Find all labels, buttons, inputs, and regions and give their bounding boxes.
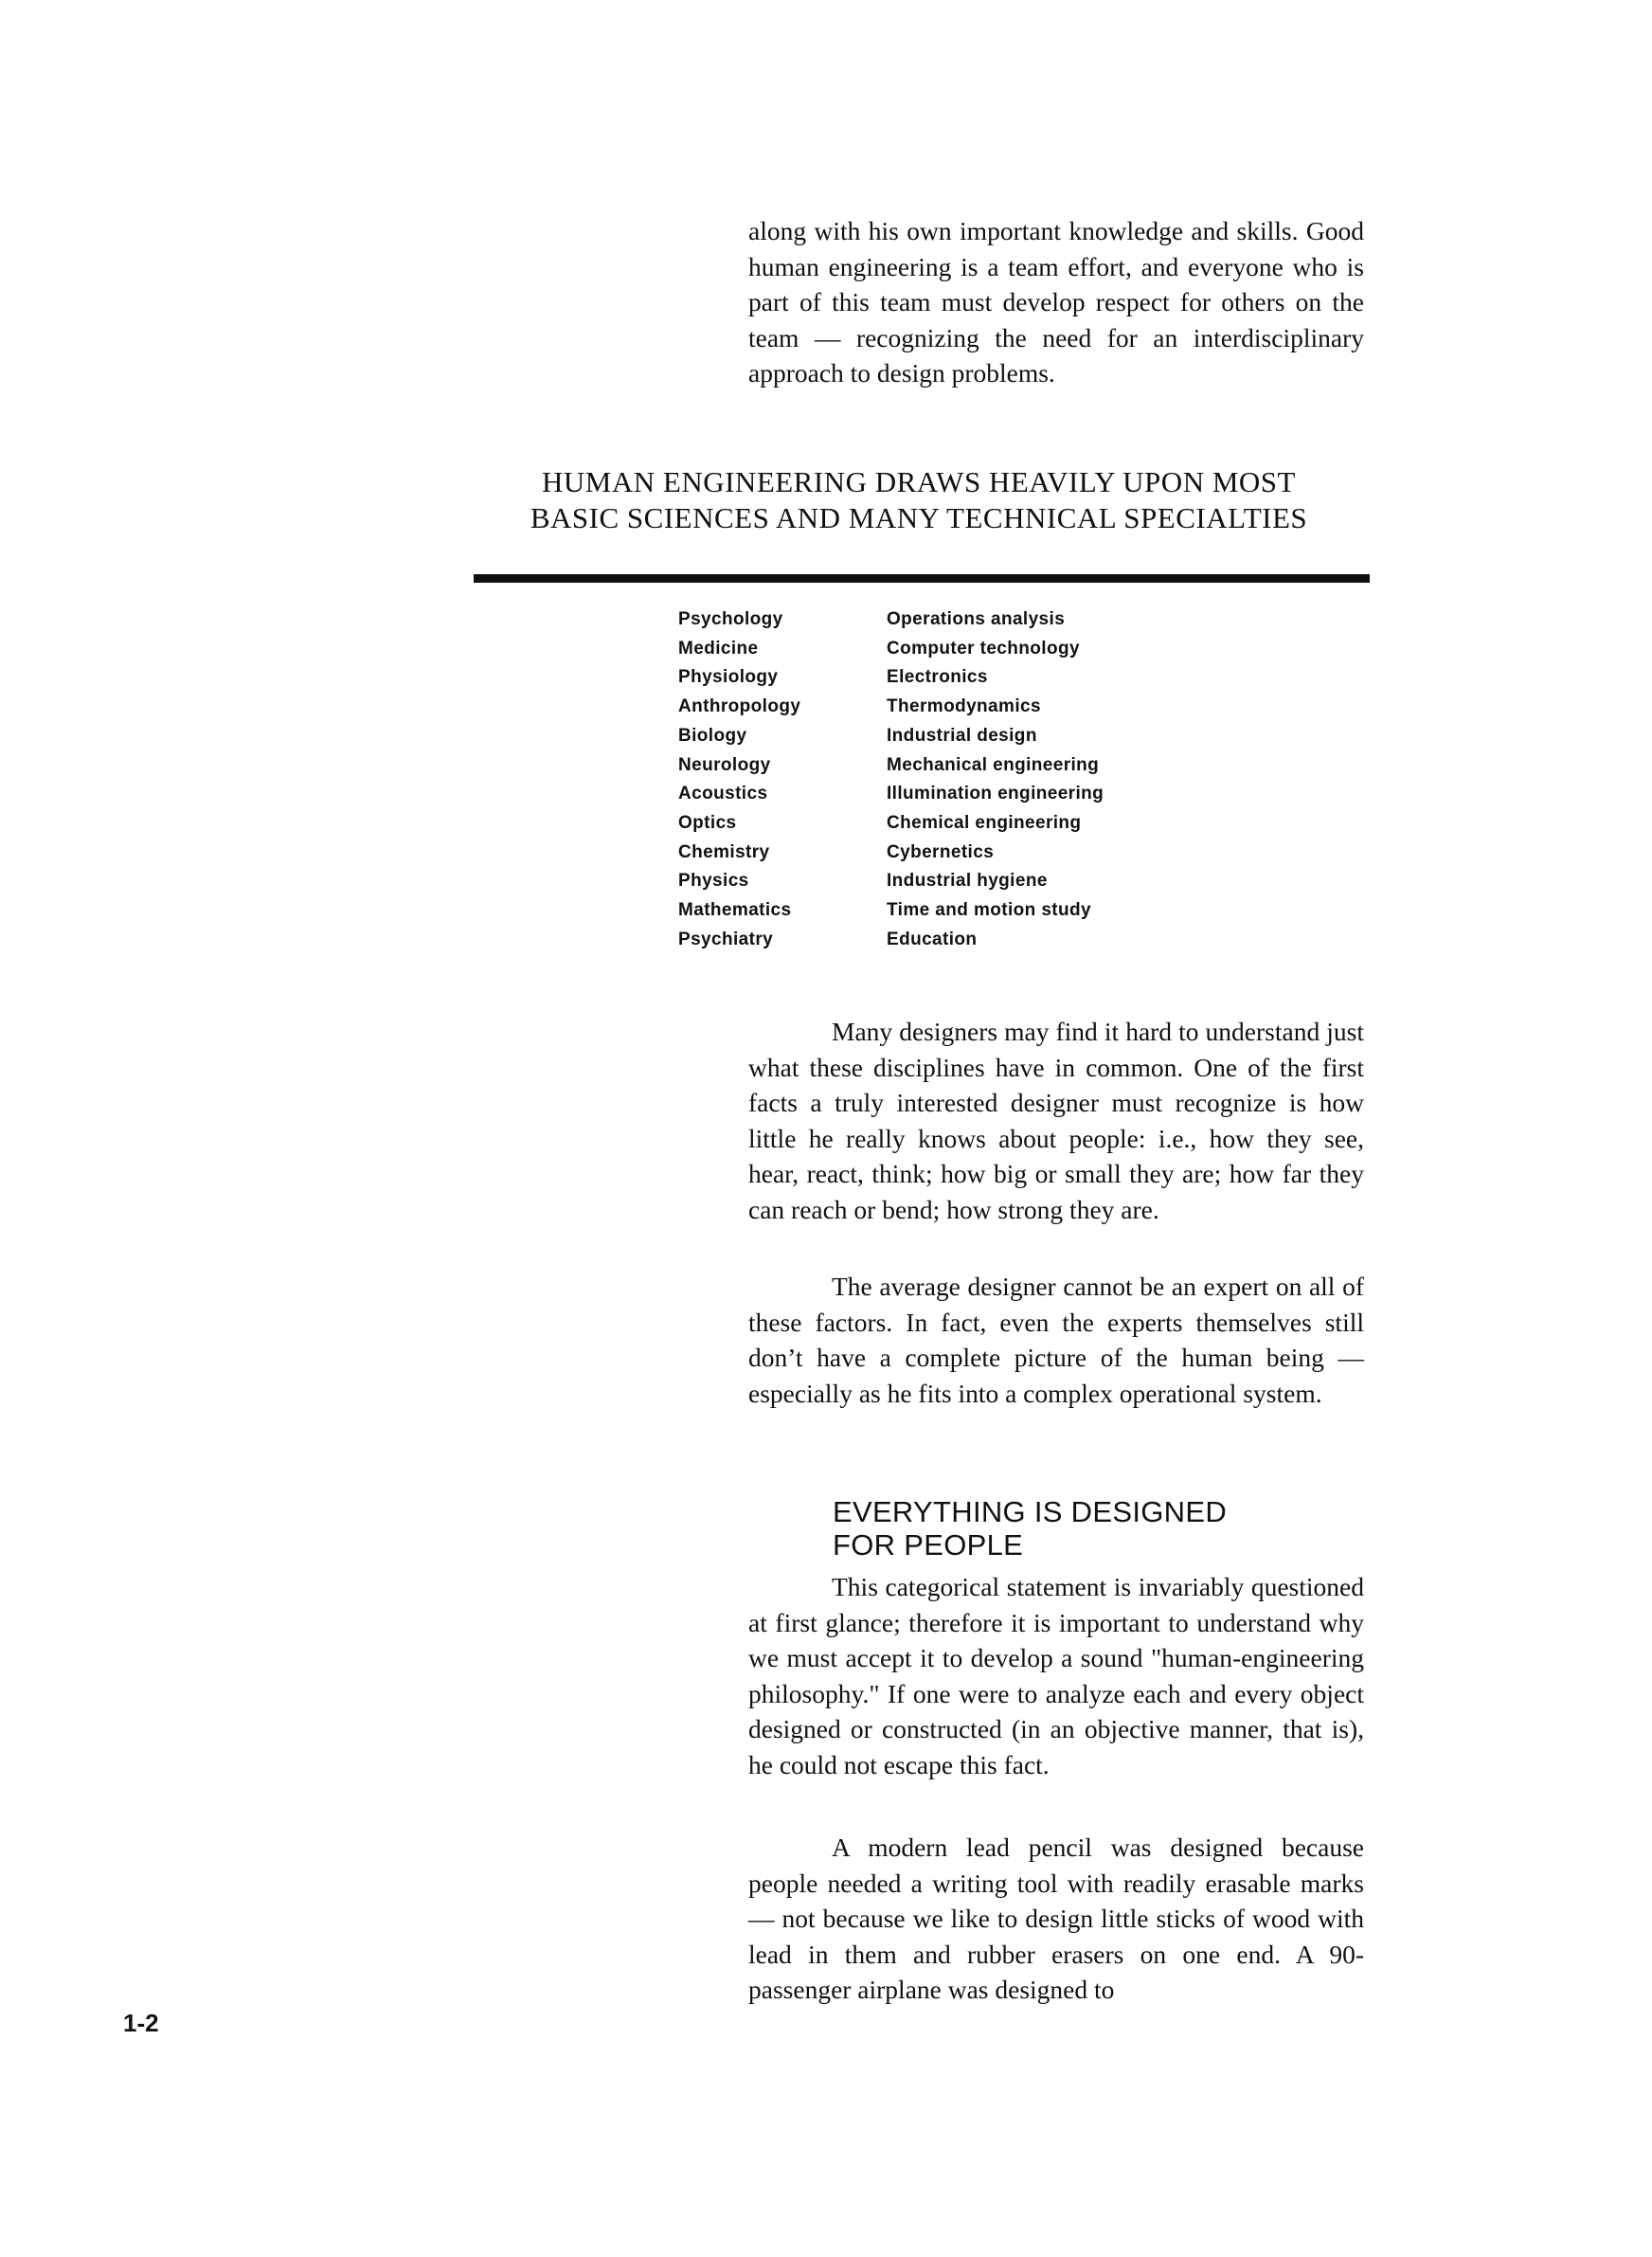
list-item: Psychology bbox=[678, 609, 783, 629]
sub-heading bbox=[833, 1495, 1227, 1562]
sciences-list bbox=[678, 605, 800, 954]
intro-paragraph: along with his own important knowledge and skills. Good human engineering is a team effort, and everyone who is part of this team must develop respect for others on the team — recognizing the need for an interdisciplinary approach to design problems. bbox=[748, 216, 1364, 388]
list-item: Cybernetics bbox=[887, 841, 995, 862]
paragraph-categorical: This categorical statement is invariably questioned at first glance; therefore it is important to understand why we must accept it to develop a sound "human-engineering philosophy." If one were to analyze each and every object designed or constructed (in an objective manner, that is), he could not escape this fact. bbox=[748, 1572, 1364, 1779]
list-item: Operations analysis bbox=[887, 609, 1066, 629]
paragraph-pencil: A modern lead pencil was designed because people needed a writing tool with readily erasable marks — not because we like to design little sticks of wood with lead in them and rubber erasers on one end. A 90-passenger airplane was designed to bbox=[748, 1833, 1364, 2004]
paragraph-many-designers: Many designers may find it hard to understand just what these disciplines have in common. One of the first facts a truly interested designer must recognize is how little he really knows about people: i.e., how they see, hear, react, think; how big or small they are; how far they can reach or bend; how strong they are. bbox=[748, 1017, 1364, 1224]
list-item: Mathematics bbox=[678, 900, 792, 921]
list-item: Biology bbox=[678, 725, 747, 746]
specialties-list bbox=[887, 605, 1104, 954]
list-item: Chemical engineering bbox=[887, 812, 1082, 833]
section-heading-line-1: HUMAN ENGINEERING DRAWS HEAVILY UPON MOST bbox=[542, 465, 1296, 498]
sub-heading-line-2: FOR PEOPLE bbox=[833, 1528, 1024, 1562]
list-item: Thermodynamics bbox=[887, 696, 1041, 717]
list-item: Education bbox=[887, 929, 978, 949]
sub-heading-line-1: EVERYTHING IS DESIGNED bbox=[833, 1495, 1228, 1528]
list-item: Anthropology bbox=[678, 696, 801, 717]
list-item: Electronics bbox=[887, 667, 988, 688]
list-item: Physics bbox=[678, 871, 749, 892]
paragraph-average-designer: The average designer cannot be an expert on all of these factors. In fact, even the experts themselves still don’t have a complete picture of the human being — especially as he fits into a complex operational system. bbox=[748, 1272, 1364, 1408]
list-item: Medicine bbox=[678, 638, 759, 659]
section-heading-line-2: BASIC SCIENCES AND MANY TECHNICAL SPECIALTIES bbox=[530, 501, 1308, 534]
list-item: Acoustics bbox=[678, 784, 768, 804]
list-item: Industrial hygiene bbox=[887, 871, 1048, 892]
list-item: Industrial design bbox=[887, 725, 1037, 746]
list-item: Time and motion study bbox=[887, 900, 1092, 921]
list-item: Illumination engineering bbox=[887, 784, 1104, 804]
page-number: 1-2 bbox=[123, 2009, 159, 2037]
list-item: Optics bbox=[678, 812, 737, 833]
list-item: Computer technology bbox=[887, 638, 1080, 659]
heavy-rule-divider bbox=[474, 574, 1370, 583]
list-item: Chemistry bbox=[678, 841, 770, 862]
list-item: Mechanical engineering bbox=[887, 754, 1100, 775]
list-item: Neurology bbox=[678, 754, 771, 775]
list-item: Psychiatry bbox=[678, 929, 774, 949]
section-heading bbox=[445, 464, 1392, 536]
list-item: Physiology bbox=[678, 667, 779, 688]
